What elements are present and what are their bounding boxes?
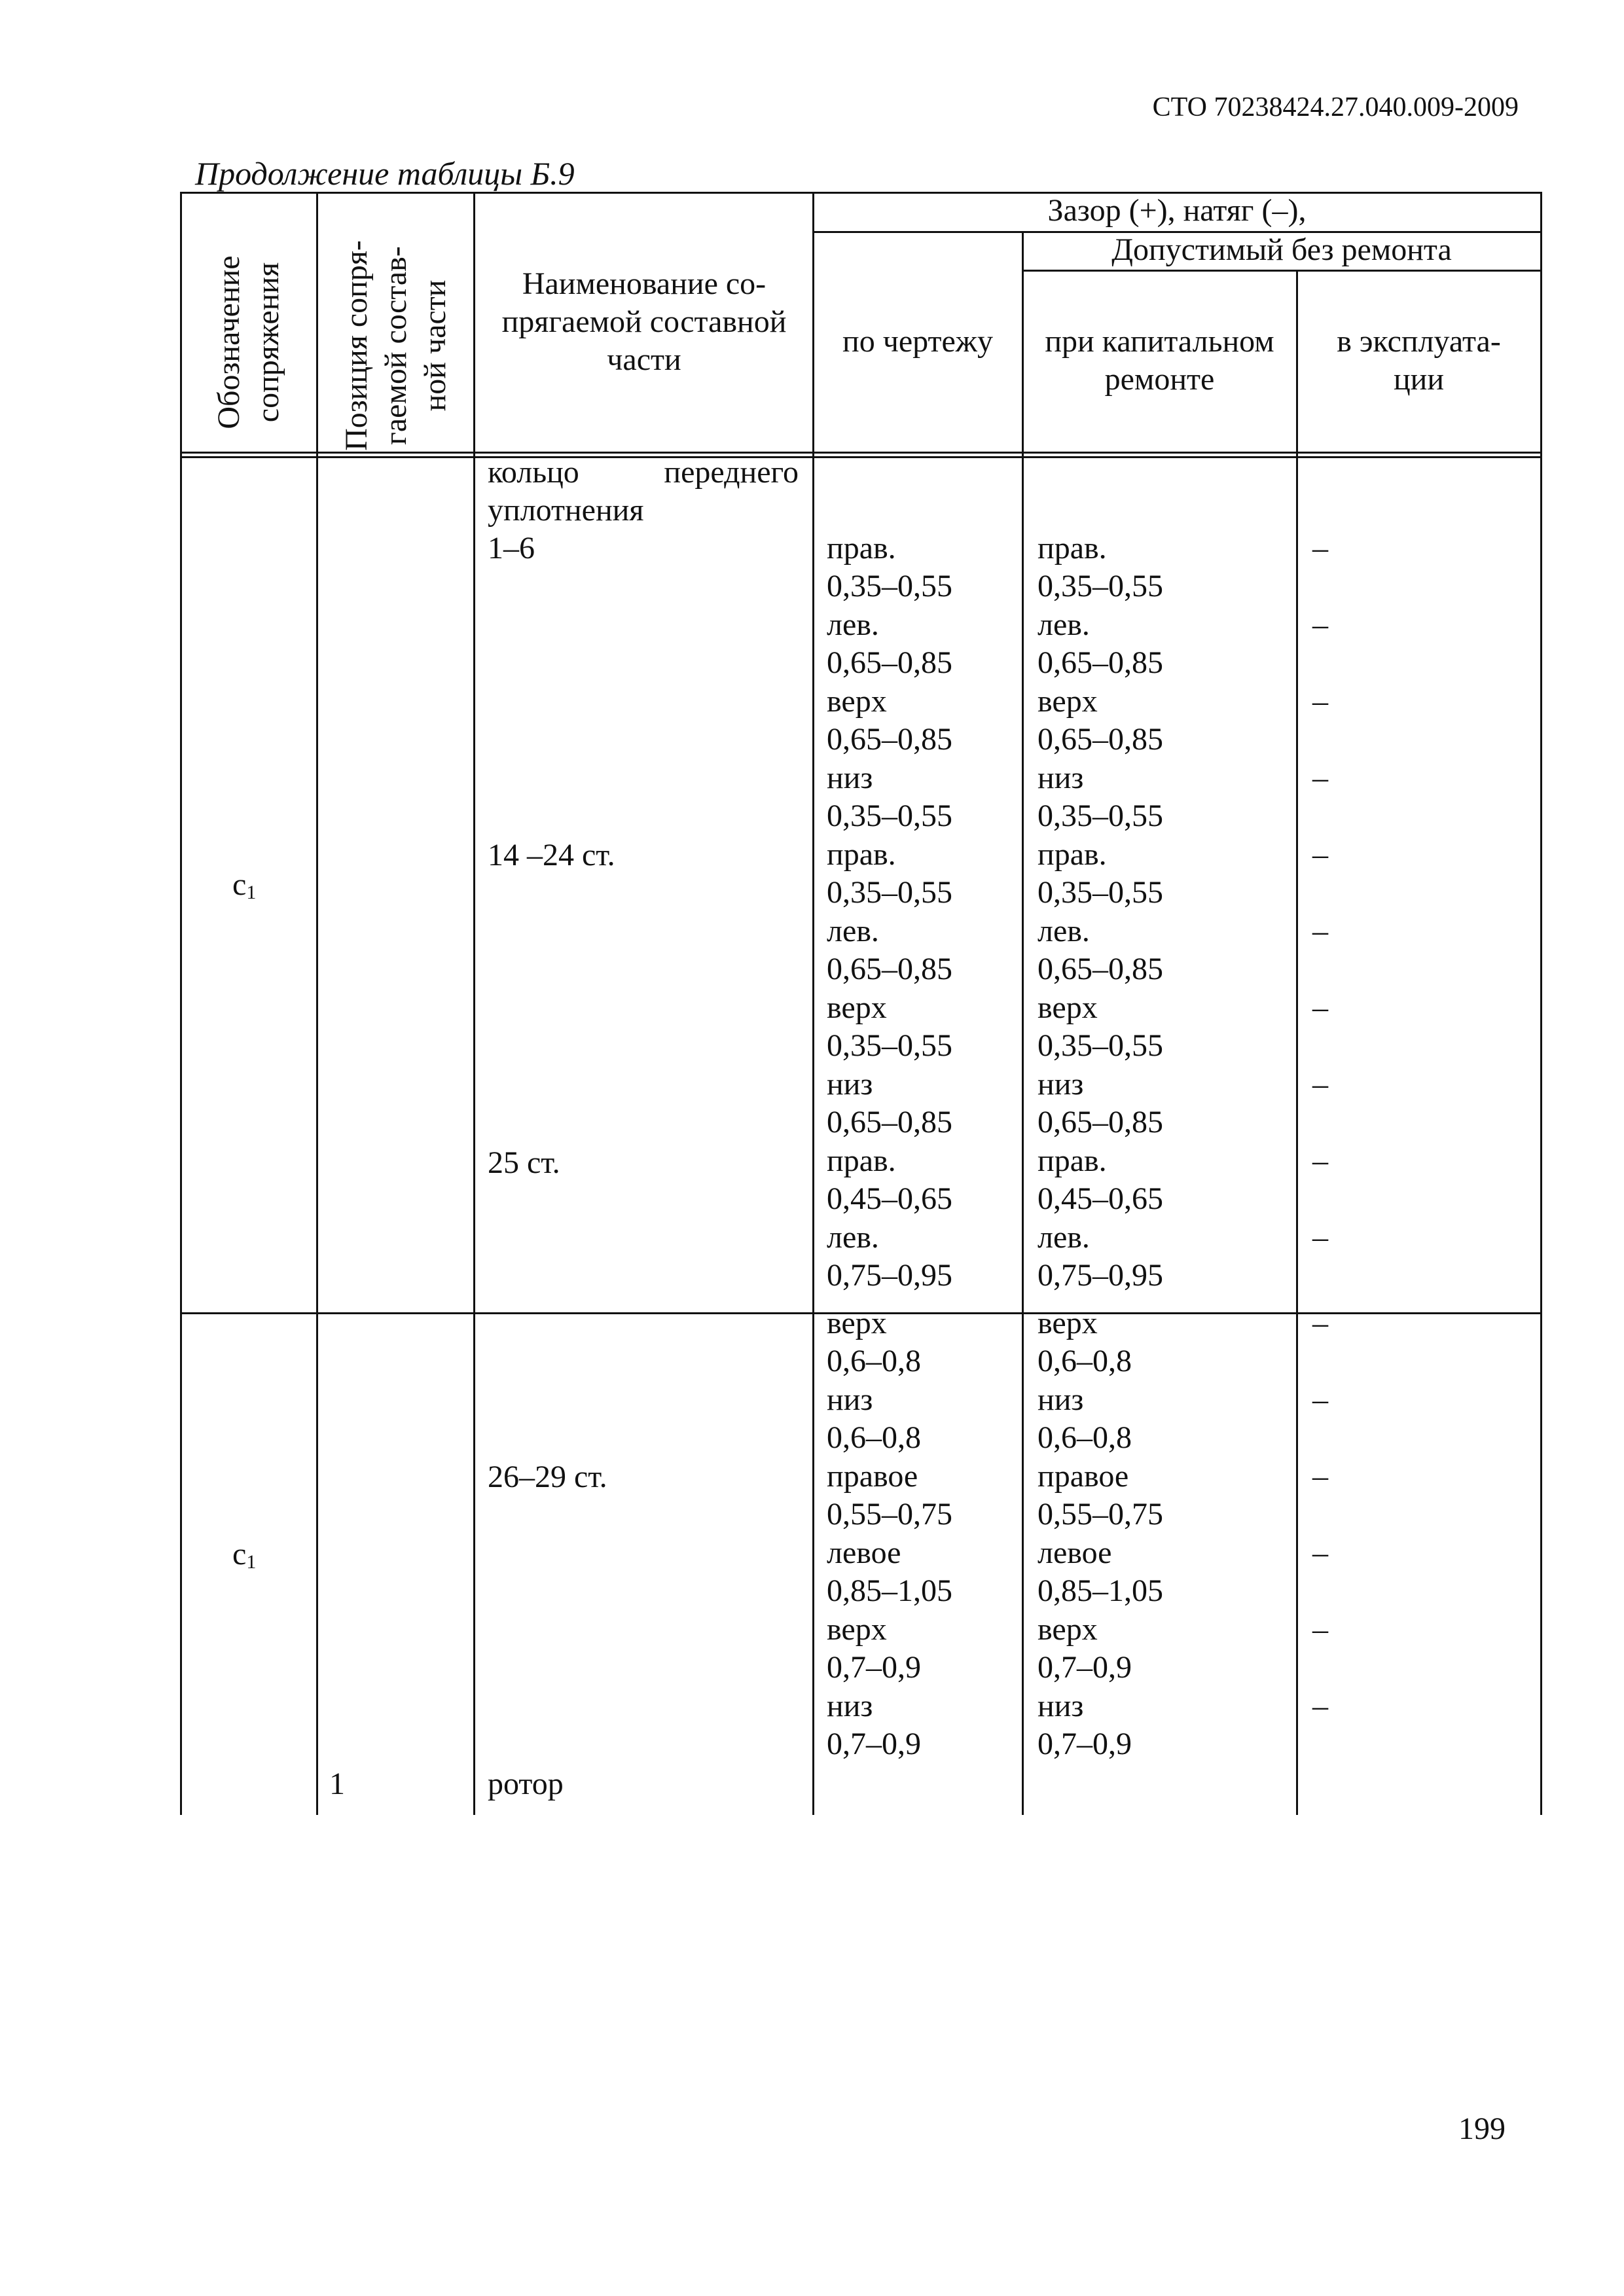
row-label: низ <box>827 761 873 795</box>
row-overhaul-value: 0,45–0,65 <box>1038 1181 1163 1216</box>
row-drawing-value: 0,7–0,9 <box>827 1727 921 1761</box>
table-row-drawing <box>827 1381 921 1457</box>
table-row-drawing <box>827 529 952 605</box>
row-operation-value: – <box>1312 990 1328 1025</box>
row-drawing-value: 0,45–0,65 <box>827 1181 952 1216</box>
row-overhaul-value: 0,6–0,8 <box>1038 1344 1132 1378</box>
row-operation-value: – <box>1312 684 1328 719</box>
row-operation-value: – <box>1312 531 1328 565</box>
table-row-drawing <box>827 1534 952 1610</box>
header-designation: Обозначение сопряжения <box>211 255 285 429</box>
row-drawing-value: 0,65–0,85 <box>827 645 952 680</box>
row-overhaul-value: 0,65–0,85 <box>1038 645 1163 680</box>
page-code: СТО 70238424.27.040.009-2009 <box>1152 92 1519 122</box>
block1-part-line1: кольцо переднего <box>488 455 799 490</box>
table-row-drawing <box>827 912 952 988</box>
row-drawing-value: 0,35–0,55 <box>827 1028 952 1063</box>
table-row-drawing <box>827 759 952 835</box>
block1-stage-2: 14 –24 ст. <box>488 838 615 872</box>
row-operation-value: – <box>1312 1612 1328 1647</box>
row-drawing-value: 0,35–0,55 <box>827 875 952 910</box>
row-label: левое <box>1038 1535 1112 1570</box>
table-row-overhaul <box>1038 912 1163 988</box>
row-drawing-value: 0,35–0,55 <box>827 569 952 603</box>
row-drawing-value: 0,6–0,8 <box>827 1344 921 1378</box>
row-label: низ <box>1038 1382 1084 1417</box>
header-position: Позиция сопря- гаемой состав- ной части <box>339 240 452 451</box>
table-row-drawing <box>827 1142 952 1218</box>
row-drawing-value: 0,65–0,85 <box>827 722 952 757</box>
table-row-drawing <box>827 989 952 1065</box>
row-label: лев. <box>1038 607 1090 642</box>
header-overhaul: при капитальном ремонте <box>1045 324 1274 397</box>
row-operation-value: – <box>1312 914 1328 948</box>
row-label: лев. <box>827 607 879 642</box>
data-table <box>180 192 1542 1815</box>
row-label: верх <box>1038 1306 1098 1340</box>
table-row-overhaul <box>1038 1304 1132 1380</box>
row-drawing-value: 0,85–1,05 <box>827 1573 952 1608</box>
row-overhaul-value: 0,35–0,55 <box>1038 798 1163 833</box>
row-operation-value: – <box>1312 1689 1328 1723</box>
header-operation: в эксплуата- ции <box>1337 324 1501 397</box>
row-label: низ <box>827 1382 873 1417</box>
block1-designation: $c_1$ <box>232 867 257 903</box>
table-row-overhaul <box>1038 529 1163 605</box>
block2-position: 1 <box>329 1767 345 1801</box>
table-row-overhaul <box>1038 1066 1163 1141</box>
row-drawing-value: 0,7–0,9 <box>827 1650 921 1685</box>
col-divider-4 <box>1022 231 1024 1815</box>
row-operation-value: – <box>1312 761 1328 795</box>
row-label: верх <box>827 990 887 1025</box>
table-right-border <box>1540 192 1542 1815</box>
table-row-drawing <box>827 1219 952 1295</box>
row-overhaul-value: 0,75–0,95 <box>1038 1258 1163 1293</box>
row-overhaul-value: 0,6–0,8 <box>1038 1420 1132 1455</box>
row-overhaul-value: 0,65–0,85 <box>1038 1105 1163 1139</box>
block1-stage-3: 25 ст. <box>488 1145 560 1180</box>
table-row-overhaul <box>1038 1534 1163 1610</box>
table-row-drawing <box>827 1066 952 1141</box>
row-overhaul-value: 0,35–0,55 <box>1038 569 1163 603</box>
row-label: правое <box>1038 1459 1129 1494</box>
row-operation-value: – <box>1312 1306 1328 1340</box>
permissible-underline <box>1023 270 1542 272</box>
table-row-overhaul <box>1038 759 1163 835</box>
row-label: прав. <box>1038 1143 1107 1178</box>
row-label: верх <box>827 684 887 719</box>
table-row-overhaul <box>1038 1142 1163 1218</box>
row-label: лев. <box>1038 914 1090 948</box>
row-label: верх <box>827 1306 887 1340</box>
table-row-drawing <box>827 1611 921 1687</box>
row-label: верх <box>1038 1612 1098 1647</box>
row-label: верх <box>1038 684 1098 719</box>
row-label: прав. <box>827 837 896 872</box>
row-overhaul-value: 0,65–0,85 <box>1038 952 1163 986</box>
table-row-drawing <box>827 606 952 682</box>
row-drawing-value: 0,6–0,8 <box>827 1420 921 1455</box>
block2-part: ротор <box>488 1767 564 1801</box>
table-row-overhaul <box>1038 989 1163 1065</box>
table-row-overhaul <box>1038 683 1163 759</box>
table-caption: Продолжение таблицы Б.9 <box>195 155 575 192</box>
row-label: низ <box>827 1689 873 1723</box>
row-label: низ <box>1038 1067 1084 1102</box>
row-overhaul-value: 0,65–0,85 <box>1038 722 1163 757</box>
table-row-overhaul <box>1038 1219 1163 1295</box>
row-label: прав. <box>827 531 896 565</box>
col-divider-2 <box>473 192 475 1815</box>
row-overhaul-value: 0,55–0,75 <box>1038 1497 1163 1532</box>
block2-designation: $c_1$ <box>232 1537 257 1573</box>
col-divider-3 <box>812 192 814 1815</box>
table-row-drawing <box>827 1458 952 1534</box>
table-row-drawing <box>827 1304 921 1380</box>
row-operation-value: – <box>1312 1067 1328 1102</box>
row-drawing-value: 0,65–0,85 <box>827 1105 952 1139</box>
row-label: прав. <box>1038 531 1107 565</box>
table-row-drawing <box>827 836 952 912</box>
table-left-border <box>180 192 182 1815</box>
table-row-overhaul <box>1038 1381 1132 1457</box>
row-overhaul-value: 0,35–0,55 <box>1038 1028 1163 1063</box>
table-row-overhaul <box>1038 606 1163 682</box>
row-label: низ <box>1038 761 1084 795</box>
table-row-drawing <box>827 1687 921 1763</box>
row-operation-value: – <box>1312 1382 1328 1417</box>
row-overhaul-value: 0,7–0,9 <box>1038 1650 1132 1685</box>
row-label: низ <box>1038 1689 1084 1723</box>
row-operation-value: – <box>1312 1143 1328 1178</box>
col-divider-1 <box>316 192 318 1815</box>
row-label: прав. <box>827 1143 896 1178</box>
row-label: правое <box>827 1459 918 1494</box>
row-operation-value: – <box>1312 1220 1328 1255</box>
row-drawing-value: 0,75–0,95 <box>827 1258 952 1293</box>
row-drawing-value: 0,55–0,75 <box>827 1497 952 1532</box>
row-drawing-value: 0,35–0,55 <box>827 798 952 833</box>
header-part-name: Наименование со- прягаемой составной части <box>501 266 787 377</box>
table-row-overhaul <box>1038 1611 1132 1687</box>
block1-part-line2: уплотнения <box>488 493 644 528</box>
table-row-drawing <box>827 683 952 759</box>
row-operation-value: – <box>1312 1459 1328 1494</box>
row-label: лев. <box>827 1220 879 1255</box>
table-row-overhaul <box>1038 1687 1132 1763</box>
row-label: левое <box>827 1535 901 1570</box>
page-number: 199 <box>1458 2111 1506 2146</box>
row-operation-value: – <box>1312 607 1328 642</box>
row-label: низ <box>827 1067 873 1102</box>
row-label: лев. <box>827 914 879 948</box>
row-label: верх <box>827 1612 887 1647</box>
header-drawing: по чертежу <box>842 324 993 359</box>
table-row-overhaul <box>1038 836 1163 912</box>
row-overhaul-value: 0,85–1,05 <box>1038 1573 1163 1608</box>
header-permissible: Допустимый без ремонта <box>1111 232 1452 267</box>
row-label: лев. <box>1038 1220 1090 1255</box>
row-overhaul-value: 0,7–0,9 <box>1038 1727 1132 1761</box>
row-overhaul-value: 0,35–0,55 <box>1038 875 1163 910</box>
row-operation-value: – <box>1312 837 1328 872</box>
row-label: верх <box>1038 990 1098 1025</box>
col-divider-5 <box>1296 270 1298 1815</box>
row-operation-value: – <box>1312 1535 1328 1570</box>
header-gap-group: Зазор (+), натяг (–), <box>1047 193 1307 228</box>
row-label: прав. <box>1038 837 1107 872</box>
row-drawing-value: 0,65–0,85 <box>827 952 952 986</box>
block2-stage: 26–29 ст. <box>488 1460 607 1494</box>
block1-stage-1: 1–6 <box>488 531 535 565</box>
table-row-overhaul <box>1038 1458 1163 1534</box>
